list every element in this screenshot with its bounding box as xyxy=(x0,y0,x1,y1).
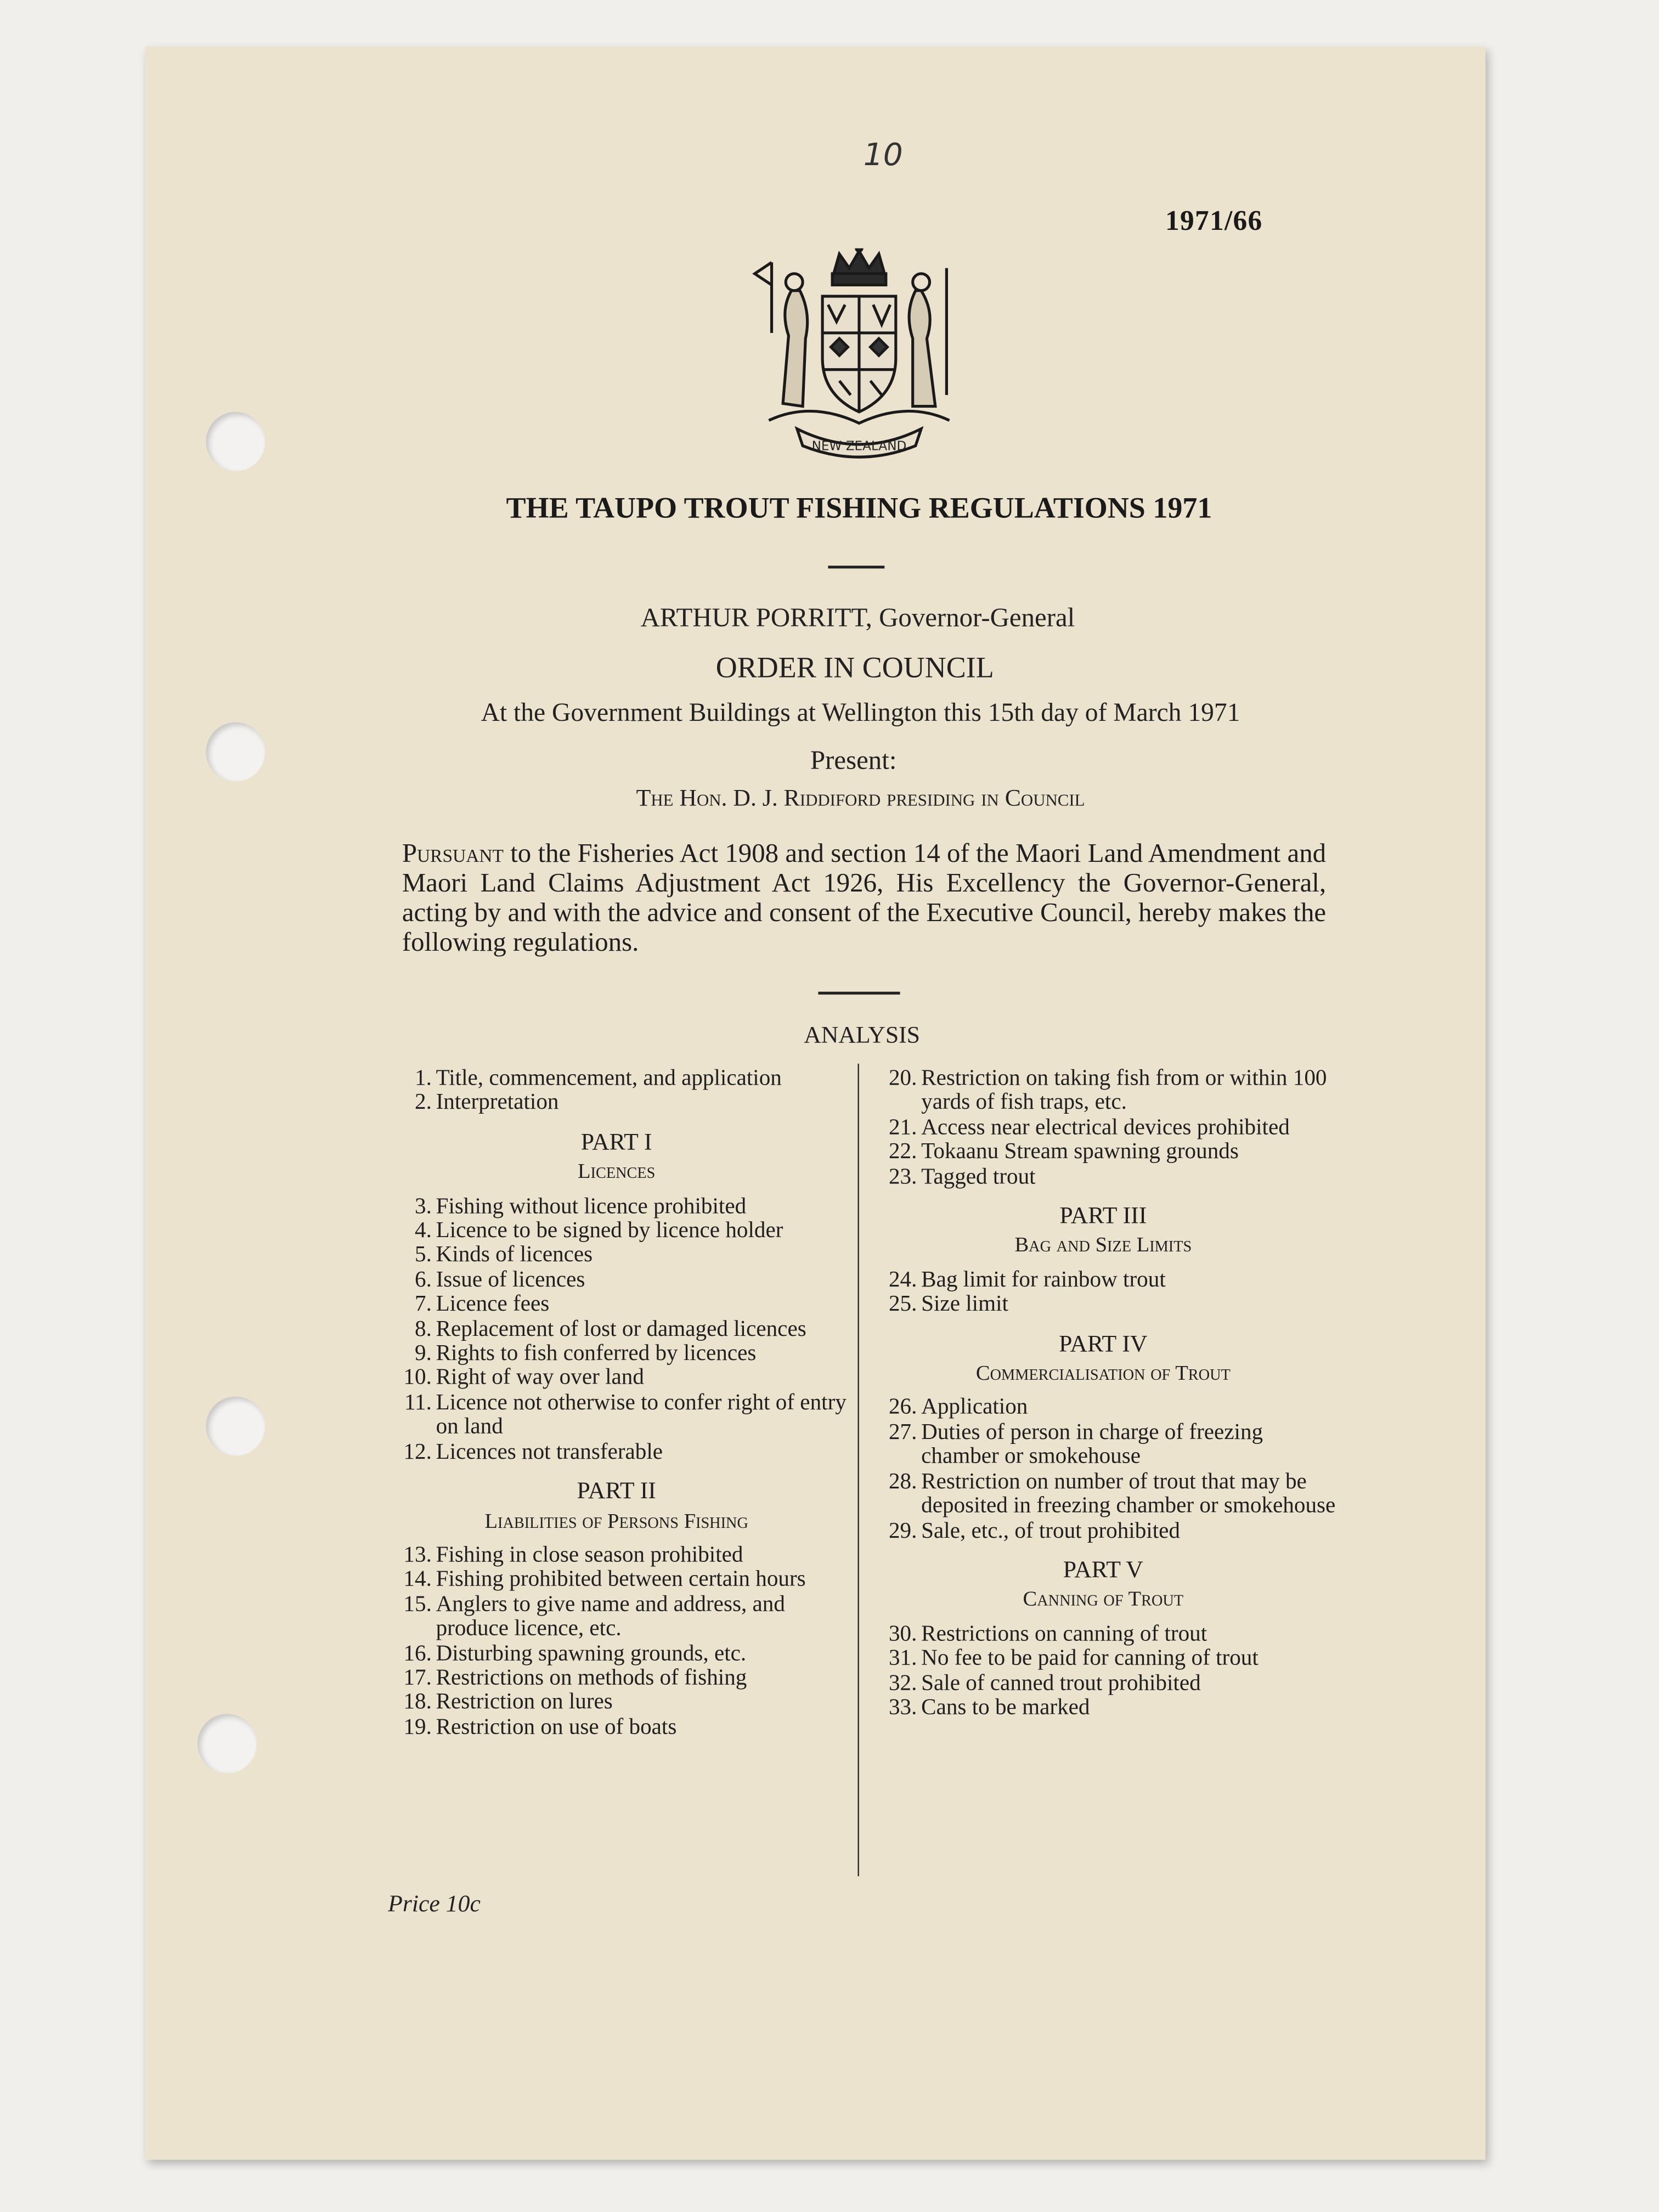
section-number: 7. xyxy=(414,1293,432,1317)
divider xyxy=(828,566,884,568)
section-number: 17. xyxy=(403,1666,432,1690)
section-number: 25. xyxy=(888,1293,917,1317)
section-title: Duties of person in charge of freezing chamber or smokehouse xyxy=(921,1420,1263,1469)
section-title: Tokaanu Stream spawning grounds xyxy=(921,1140,1239,1164)
analysis-entry xyxy=(383,1690,849,1715)
analysis-entry xyxy=(383,1194,849,1219)
section-number: 16. xyxy=(403,1641,432,1666)
analysis-entry xyxy=(869,1268,1338,1293)
analysis-entry xyxy=(869,1470,1338,1519)
section-number: 30. xyxy=(888,1622,917,1646)
preamble xyxy=(402,839,1326,958)
section-number: 1. xyxy=(414,1066,432,1091)
analysis-entry xyxy=(869,1420,1338,1470)
section-number: 27. xyxy=(888,1420,917,1444)
section-title: Sale, etc., of trout prohibited xyxy=(921,1519,1181,1543)
divider xyxy=(818,992,900,995)
section-number: 18. xyxy=(403,1690,432,1715)
analysis-entry xyxy=(869,1646,1338,1671)
new-zealand-coat-of-arms-icon xyxy=(741,249,978,463)
analysis-left-column xyxy=(383,1066,849,1740)
analysis-entry xyxy=(869,1396,1338,1420)
section-title: Disturbing spawning grounds, etc. xyxy=(436,1641,747,1666)
analysis-entry xyxy=(869,1165,1338,1189)
part-3-label: PART III xyxy=(1059,1201,1147,1229)
section-title: Rights to fish conferred by licences xyxy=(436,1341,757,1366)
analysis-entry xyxy=(383,1391,849,1440)
section-title: Restriction on use of boats xyxy=(436,1715,677,1739)
section-title: Restriction on lures xyxy=(436,1690,613,1715)
part-2-label: PART II xyxy=(577,1477,656,1504)
analysis-entry xyxy=(383,1293,849,1317)
part-3-heading: Bag and Size Limits xyxy=(1014,1235,1192,1258)
analysis-entry xyxy=(869,1671,1338,1696)
part-1-heading: Licences xyxy=(577,1161,656,1184)
svg-text:NEW ZEALAND: NEW ZEALAND xyxy=(811,439,907,454)
section-number: 31. xyxy=(888,1646,917,1671)
section-title: Restrictions on canning of trout xyxy=(921,1622,1207,1646)
section-number: 8. xyxy=(414,1317,432,1341)
location-date: At the Government Buildings at Wellington this 15th day of March 1971 xyxy=(481,699,1240,728)
present-label: Present: xyxy=(810,746,897,776)
part-4-label: PART IV xyxy=(1059,1329,1148,1357)
analysis-entry xyxy=(869,1696,1338,1720)
analysis-entry xyxy=(383,1715,849,1740)
section-number: 14. xyxy=(403,1567,432,1592)
part-2-heading: Liabilities of Persons Fishing xyxy=(484,1510,748,1533)
section-title: Right of way over land xyxy=(436,1366,644,1391)
document-number: 1971/66 xyxy=(1165,206,1263,237)
section-title: Fishing without licence prohibited xyxy=(436,1194,747,1218)
section-number: 9. xyxy=(414,1341,432,1366)
analysis-entry xyxy=(383,1342,849,1367)
section-title: Size limit xyxy=(921,1293,1008,1317)
analysis-entry xyxy=(383,1219,849,1244)
part-5-heading: Canning of Trout xyxy=(1023,1589,1184,1612)
analysis-entry xyxy=(869,1066,1338,1116)
section-title: Access near electrical devices prohibited xyxy=(921,1115,1290,1140)
analysis-entry xyxy=(383,1366,849,1391)
section-title: Licences not transferable xyxy=(436,1440,663,1464)
analysis-entry xyxy=(869,1622,1338,1646)
section-title: Interpretation xyxy=(436,1091,559,1115)
section-title: Licence not otherwise to confer right of entry on land xyxy=(436,1391,847,1440)
section-number: 28. xyxy=(888,1469,917,1494)
analysis-right-column xyxy=(869,1066,1338,1720)
section-number: 15. xyxy=(403,1592,432,1617)
section-title: Licence to be signed by licence holder xyxy=(436,1218,783,1243)
punch-hole xyxy=(198,1714,257,1773)
order-heading: ORDER IN COUNCIL xyxy=(715,650,994,685)
section-number: 20. xyxy=(888,1066,917,1091)
section-title: Restrictions on methods of fishing xyxy=(436,1666,747,1690)
section-number: 4. xyxy=(414,1218,432,1243)
analysis-entry xyxy=(383,1244,849,1268)
section-number: 5. xyxy=(414,1243,432,1268)
section-number: 21. xyxy=(888,1115,917,1140)
analysis-entry xyxy=(869,1293,1338,1317)
section-title: Fishing prohibited between certain hours xyxy=(436,1567,806,1592)
section-title: Replacement of lost or damaged licences xyxy=(436,1317,806,1341)
analysis-entry xyxy=(383,1317,849,1342)
section-number: 13. xyxy=(403,1543,432,1567)
analysis-entry xyxy=(383,1268,849,1293)
section-number: 33. xyxy=(888,1695,917,1720)
section-number: 11. xyxy=(404,1391,432,1415)
governor-line: ARTHUR PORRITT, Governor-General xyxy=(640,603,1075,634)
section-number: 32. xyxy=(888,1671,917,1695)
punch-hole xyxy=(206,412,265,471)
handwritten-mark: 10 xyxy=(863,138,903,174)
analysis-entry xyxy=(869,1140,1338,1165)
section-title: No fee to be paid for canning of trout xyxy=(921,1646,1259,1671)
section-title: Tagged trout xyxy=(921,1165,1036,1189)
section-number: 26. xyxy=(888,1396,917,1420)
analysis-entry xyxy=(383,1568,849,1593)
analysis-entry xyxy=(383,1666,849,1691)
part-4-heading: Commercialisation of Trout xyxy=(975,1363,1231,1386)
section-number: 19. xyxy=(403,1715,432,1739)
section-number: 6. xyxy=(414,1268,432,1293)
section-number: 23. xyxy=(888,1165,917,1189)
part-5-label: PART V xyxy=(1063,1556,1143,1583)
analysis-entry xyxy=(383,1543,849,1568)
regulations-title: THE TAUPO TROUT FISHING REGULATIONS 1971 xyxy=(506,490,1212,525)
analysis-entry xyxy=(383,1066,849,1091)
section-title: Application xyxy=(921,1396,1028,1420)
preamble-lead: Pursuant xyxy=(402,839,504,869)
section-number: 24. xyxy=(888,1268,917,1293)
section-title: Restriction on taking fish from or within 100 yards of fish traps, etc. xyxy=(921,1066,1327,1115)
analysis-heading: ANALYSIS xyxy=(804,1021,921,1048)
analysis-entry xyxy=(383,1592,849,1641)
price-label: Price 10c xyxy=(388,1890,481,1917)
presiding-line: The Hon. D. J. Riddiford presiding in Council xyxy=(636,784,1085,811)
section-title: Anglers to give name and address, and produce licence, etc. xyxy=(436,1592,785,1641)
analysis-entry xyxy=(383,1641,849,1666)
section-title: Sale of canned trout prohibited xyxy=(921,1671,1201,1695)
section-number: 22. xyxy=(888,1140,917,1164)
section-number: 2. xyxy=(414,1091,432,1115)
part-1-label: PART I xyxy=(580,1128,652,1155)
section-title: Kinds of licences xyxy=(436,1243,593,1268)
section-title: Cans to be marked xyxy=(921,1695,1090,1720)
section-title: Fishing in close season prohibited xyxy=(436,1543,743,1567)
section-title: Licence fees xyxy=(436,1293,550,1317)
preamble-text: to the Fisheries Act 1908 and section 14 of the Maori Land Amendment and Maori Land Claims Adjustment Act 1926, His Excellency the Governor-General, acting by and with the advice and consent of the Executive Council, hereby makes the following regulations. xyxy=(402,839,1327,958)
section-title: Restriction on number of trout that may be deposited in freezing chamber or smokehouse xyxy=(921,1469,1336,1519)
analysis-entry xyxy=(869,1115,1338,1140)
section-title: Issue of licences xyxy=(436,1268,585,1293)
section-number: 3. xyxy=(414,1194,432,1218)
section-title: Title, commencement, and application xyxy=(436,1066,782,1091)
analysis-entry xyxy=(383,1091,849,1116)
section-number: 10. xyxy=(403,1366,432,1391)
section-title: Bag limit for rainbow trout xyxy=(921,1268,1166,1293)
section-number: 12. xyxy=(403,1440,432,1464)
analysis-entry xyxy=(869,1519,1338,1543)
analysis-entry xyxy=(383,1440,849,1465)
punch-hole xyxy=(206,1397,265,1456)
section-number: 29. xyxy=(888,1519,917,1543)
column-divider xyxy=(857,1064,859,1876)
